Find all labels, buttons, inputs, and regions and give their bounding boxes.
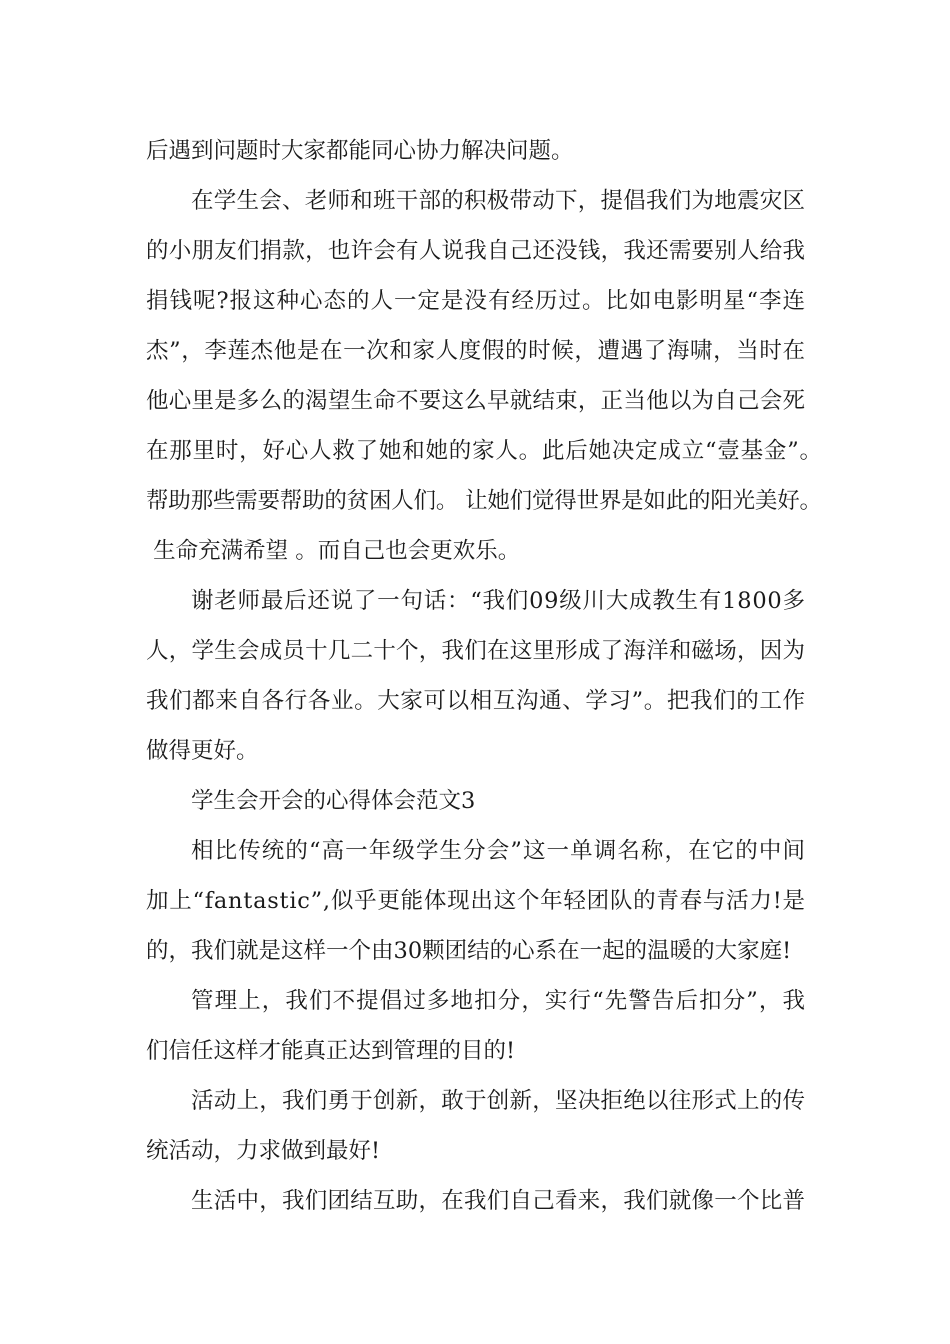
line-text: 加上“fantastic”,似乎更能体现出这个年轻团队的青春与活力!是 [146,888,806,914]
line-text: 我们都来自各行各业。大家可以相互沟通、学习”。把我们的工作 [146,688,806,714]
text-line [0,1026,950,1076]
text-line [0,626,950,676]
text-line [0,276,950,326]
section-heading-text: 学生会开会的心得体会范文3 [191,788,476,814]
text-line [0,926,950,976]
line-text: 后遇到问题时大家都能同心协力解决问题。 [146,138,574,164]
line-text: 谢老师最后还说了一句话：“我们09级川大成教生有1800多 [191,588,806,614]
text-line [0,1076,950,1126]
line-text: 生活中，我们团结互助，在我们自己看来，我们就像一个比普 [191,1188,806,1214]
line-text: 统活动，力求做到最好! [146,1138,381,1164]
text-line [0,126,950,176]
text-line [0,476,950,526]
line-text: 人，学生会成员十几二十个，我们在这里形成了海洋和磁场，因为 [146,638,806,664]
text-line [0,976,950,1026]
text-line [0,676,950,726]
line-text: 的，我们就是这样一个由30颗团结的心系在一起的温暖的大家庭! [146,938,792,964]
text-line [0,426,950,476]
line-text: 帮助那些需要帮助的贫困人们。 让她们觉得世界是如此的阳光美好。 [146,488,822,514]
line-text: 相比传统的“高一年级学生分会”这一单调名称，在它的中间 [191,838,807,864]
text-line [0,1176,950,1226]
line-text: 在学生会、老师和班干部的积极带动下，提倡我们为地震灾区 [191,188,806,214]
line-text: 管理上，我们不提倡过多地扣分，实行“先警告后扣分”，我 [191,988,807,1014]
line-text: 生命充满希望 。而自己也会更欢乐。 [146,538,521,564]
text-line [0,176,950,226]
text-line [0,526,950,576]
text-line [0,1126,950,1176]
line-text: 的小朋友们捐款，也许会有人说我自己还没钱，我还需要别人给我 [146,238,806,264]
text-line [0,876,950,926]
line-text: 做得更好。 [146,738,259,764]
line-text: 杰”，李莲杰他是在一次和家人度假的时候，遭遇了海啸，当时在 [146,338,806,364]
text-line [0,376,950,426]
line-text: 他心里是多么的渴望生命不要这么早就结束，正当他以为自己会死 [146,388,806,414]
line-text: 活动上，我们勇于创新，敢于创新，坚决拒绝以往形式上的传 [191,1088,806,1114]
section-heading [0,776,950,826]
line-text: 们信任这样才能真正达到管理的目的! [146,1038,516,1064]
line-text: 在那里时，好心人救了她和她的家人。此后她决定成立“壹基金”。 [146,438,823,464]
text-line [0,576,950,626]
text-line [0,726,950,776]
line-text: 捐钱呢?报这种心态的人一定是没有经历过。比如电影明星“李连 [146,288,806,314]
text-line [0,226,950,276]
text-line [0,826,950,876]
text-line [0,326,950,376]
